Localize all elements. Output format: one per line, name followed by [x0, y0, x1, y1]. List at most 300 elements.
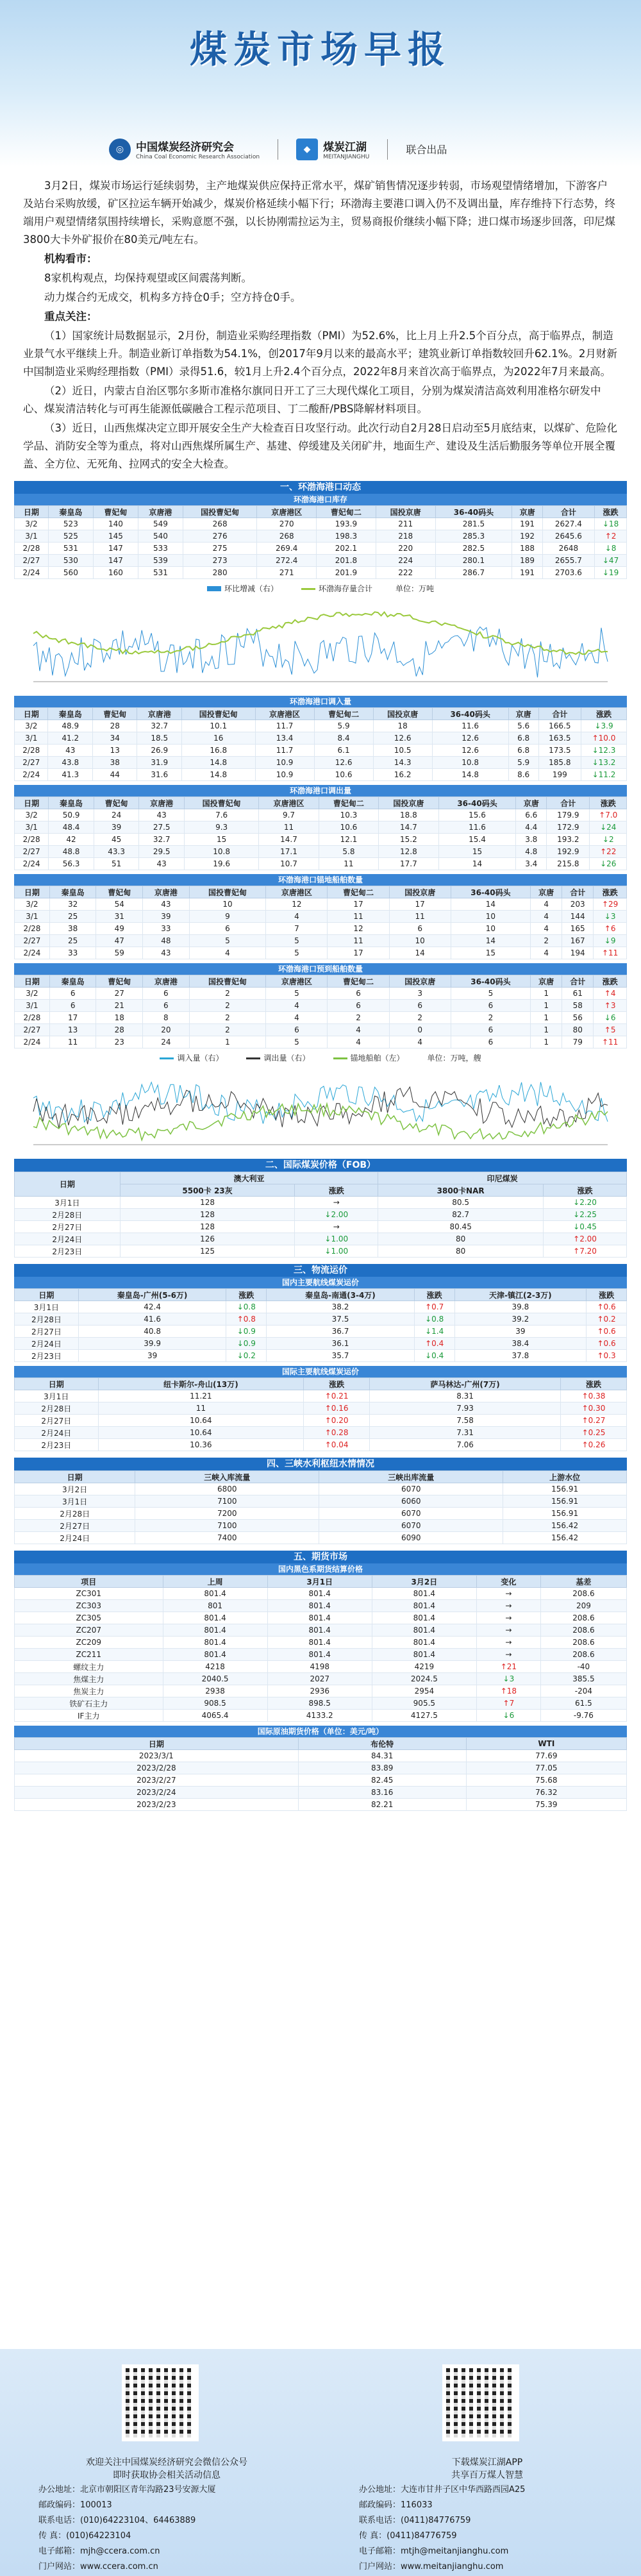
- table-cell: 10.6: [314, 769, 373, 781]
- table-cell: 165: [562, 923, 594, 935]
- black-futures-table: [14, 1575, 627, 1722]
- table-cell: 6070: [319, 1508, 503, 1520]
- table-cell: 11.7: [255, 720, 314, 732]
- table-cell: 172.9: [547, 821, 590, 834]
- table-cell: ↓2.20: [544, 1197, 627, 1209]
- table-cell: 208.6: [540, 1588, 626, 1600]
- table-cell: 43.8: [48, 757, 93, 769]
- table-cell: 82.7: [378, 1209, 544, 1221]
- table-cell: 9.3: [184, 821, 258, 834]
- table-cell: 4065.4: [163, 1710, 267, 1722]
- mtjh-logo: [296, 138, 369, 160]
- table-cell: 39: [143, 911, 190, 923]
- table-cell: 4: [531, 898, 562, 911]
- table-cell: ↑0.3: [587, 1350, 627, 1362]
- table-cell: 10: [451, 923, 530, 935]
- table-header: 日期: [15, 1738, 299, 1750]
- table-cell: 14.7: [379, 821, 438, 834]
- table-cell: ↓12.3: [581, 745, 627, 757]
- table-cell: 2/28: [15, 834, 49, 846]
- table-cell: 2月24日: [15, 1427, 99, 1439]
- table-cell: 531: [138, 567, 183, 579]
- table-cell: 18: [373, 720, 432, 732]
- table-cell: 801.4: [163, 1612, 267, 1624]
- table-cell: ↓0.9: [226, 1326, 267, 1338]
- table-cell: →: [476, 1612, 540, 1624]
- table-cell: 8.6: [508, 769, 538, 781]
- table-cell: 801.4: [372, 1600, 476, 1612]
- anchorage-ships-table-title: 环渤海港口锚地船舶数量: [14, 874, 627, 886]
- table-header: 京唐: [508, 708, 538, 720]
- table-cell: 525: [48, 530, 93, 543]
- table-cell: 2023/3/1: [15, 1750, 299, 1762]
- table-cell: 199: [538, 769, 581, 781]
- table-cell: 905.5: [372, 1697, 476, 1710]
- table-cell: 螺纹主力: [15, 1661, 163, 1673]
- table-cell: →: [476, 1649, 540, 1661]
- table-cell: 4: [328, 1036, 389, 1048]
- crude-oil-table: [14, 1737, 627, 1811]
- table-cell: 27.5: [139, 821, 185, 834]
- table-cell: 12: [266, 898, 328, 911]
- table-cell: 10: [451, 911, 530, 923]
- table-header: 天津-镇江(2-3万): [454, 1289, 587, 1301]
- legend-item-anchorage: 锚地船舶（左）: [333, 1052, 404, 1063]
- table-cell: 2/27: [15, 846, 49, 858]
- table-header: 3月1日: [267, 1576, 372, 1588]
- table-cell: 38: [92, 757, 137, 769]
- table-cell: 6.6: [516, 809, 547, 821]
- chart-legend: [14, 582, 627, 594]
- table-cell: 7100: [135, 1520, 319, 1532]
- table-cell: ZC305: [15, 1612, 163, 1624]
- table-cell: ↑2.00: [544, 1233, 627, 1245]
- table-header: 国投曹妃甸: [184, 797, 258, 809]
- table-cell: 1: [531, 988, 562, 1000]
- table-cell: ↑3: [594, 1000, 627, 1012]
- table-cell: 14.8: [432, 769, 508, 781]
- table-cell: 270: [257, 518, 317, 530]
- table-cell: 209: [540, 1600, 626, 1612]
- table-cell: 189: [512, 555, 542, 567]
- table-cell: 39: [94, 821, 139, 834]
- table-cell: 10: [389, 935, 451, 947]
- table-header: 京唐港区: [266, 975, 328, 988]
- table-cell: ↓2.00: [295, 1209, 378, 1221]
- table-cell: 6090: [319, 1532, 503, 1544]
- table-cell: 10.64: [98, 1415, 304, 1427]
- table-cell: 1: [531, 1000, 562, 1012]
- table-cell: 281.5: [435, 518, 512, 530]
- table-cell: 2月24日: [15, 1338, 79, 1350]
- table-cell: 84.31: [298, 1750, 466, 1762]
- table-cell: ↑6: [594, 923, 627, 935]
- table-cell: 3/1: [15, 732, 48, 745]
- table-cell: 13: [92, 745, 137, 757]
- table-cell: 43: [139, 858, 185, 870]
- table-cell: 4: [266, 911, 328, 923]
- table-header: 国投曹妃甸: [181, 708, 255, 720]
- table-cell: 37.5: [267, 1313, 415, 1326]
- table-cell: 27: [96, 988, 143, 1000]
- table-cell: 192.9: [547, 846, 590, 858]
- table-cell: 38.2: [267, 1301, 415, 1313]
- table-header: 曹妃甸二: [317, 506, 376, 518]
- table-header: 布伦特: [298, 1738, 466, 1750]
- table-cell: 224: [376, 555, 435, 567]
- table-cell: 4.8: [516, 846, 547, 858]
- table-cell: 523: [48, 518, 93, 530]
- table-cell: 14: [389, 947, 451, 959]
- table-header: 秦皇岛: [49, 975, 96, 988]
- table-cell: 18: [96, 1012, 143, 1024]
- port-inventory-table-title: 环渤海港口库存: [14, 494, 627, 505]
- table-cell: 15: [438, 846, 516, 858]
- table-cell: 6: [49, 1000, 96, 1012]
- table-cell: 194: [562, 947, 594, 959]
- table-cell: 2954: [372, 1685, 476, 1697]
- table-cell: 25: [49, 911, 96, 923]
- table-cell: 208.6: [540, 1649, 626, 1661]
- table-header: 京唐港区: [259, 797, 319, 809]
- table-cell: 6: [389, 923, 451, 935]
- table-cell: 3: [389, 988, 451, 1000]
- institutions-heading: 机构看市：: [44, 253, 97, 265]
- table-cell: 15: [451, 947, 530, 959]
- black-futures-table-title: 国内黑色系期货结算价格: [14, 1563, 627, 1575]
- table-cell: ↑2: [595, 530, 627, 543]
- table-cell: 5: [451, 988, 530, 1000]
- table-cell: 33: [49, 947, 96, 959]
- table-cell: 147: [93, 555, 138, 567]
- ccera-qr-code[interactable]: [122, 2364, 199, 2441]
- table-cell: 17: [328, 898, 389, 911]
- table-cell: 80: [378, 1245, 544, 1258]
- table-cell: 42.4: [78, 1301, 226, 1313]
- port-inventory-chart: [14, 582, 627, 693]
- table-row: [15, 935, 627, 947]
- table-cell: ↑0.4: [414, 1338, 454, 1350]
- table-cell: 50.9: [49, 809, 94, 821]
- table-header: 京唐港: [138, 506, 183, 518]
- table-cell: 31.9: [137, 757, 182, 769]
- table-cell: 128: [120, 1209, 295, 1221]
- table-cell: 268: [183, 518, 256, 530]
- table-cell: 203: [562, 898, 594, 911]
- table-cell: 6: [389, 1000, 451, 1012]
- table-cell: 61.5: [540, 1697, 626, 1710]
- table-cell: 2/27: [15, 555, 49, 567]
- table-cell: 10.9: [255, 769, 314, 781]
- table-cell: 5.9: [508, 757, 538, 769]
- table-row: [15, 1390, 627, 1402]
- expected-ships-table-title: 环渤海港口预到船舶数量: [14, 963, 627, 975]
- table-cell: 273: [183, 555, 256, 567]
- table-header: 3月2日: [372, 1576, 476, 1588]
- table-cell: ↑18: [476, 1685, 540, 1697]
- table-cell: ↑29: [594, 898, 627, 911]
- table-row: [15, 1338, 627, 1350]
- table-cell: 21: [96, 1000, 143, 1012]
- series-outflow-line: [33, 1087, 608, 1128]
- table-cell: 126: [120, 1233, 295, 1245]
- table-cell: 211: [376, 518, 435, 530]
- table-cell: 56: [562, 1012, 594, 1024]
- table-cell: 24: [143, 1036, 190, 1048]
- col-date: 日期: [15, 1172, 121, 1197]
- table-header: 合计: [538, 708, 581, 720]
- table-cell: 7100: [135, 1495, 319, 1508]
- table-cell: 29.5: [139, 846, 185, 858]
- table-cell: 15.4: [438, 834, 516, 846]
- table-cell: 3.8: [516, 834, 547, 846]
- table-row: [15, 1685, 627, 1697]
- table-cell: 3月1日: [15, 1301, 79, 1313]
- table-cell: ↑0.27: [561, 1415, 627, 1427]
- table-cell: ↓3.9: [581, 720, 627, 732]
- table-cell: 272.4: [257, 555, 317, 567]
- table-cell: 2: [451, 1012, 530, 1024]
- table-cell: 28: [96, 1024, 143, 1036]
- table-cell: 9.7: [259, 809, 319, 821]
- table-row: [15, 1508, 627, 1520]
- table-header: 日期: [15, 1289, 79, 1301]
- table-cell: 6.1: [314, 745, 373, 757]
- table-header: 36-40码头: [432, 708, 508, 720]
- table-cell: 8: [143, 1012, 190, 1024]
- table-cell: 801.4: [163, 1649, 267, 1661]
- table-header: 曹妃甸二: [319, 797, 378, 809]
- table-cell: 13.4: [255, 732, 314, 745]
- table-cell: 7.93: [370, 1402, 561, 1415]
- table-row: [15, 1710, 627, 1722]
- table-cell: ZC209: [15, 1637, 163, 1649]
- table-cell: 6: [328, 988, 389, 1000]
- table-cell: 75.68: [466, 1774, 626, 1787]
- table-header: 日期: [15, 1471, 135, 1483]
- table-cell: 焦煤主力: [15, 1673, 163, 1685]
- table-cell: 1: [531, 1036, 562, 1048]
- table-cell: ↓0.45: [544, 1221, 627, 1233]
- table-cell: 14.8: [181, 769, 255, 781]
- table-cell: 801.4: [267, 1637, 372, 1649]
- table-cell: 39.9: [78, 1338, 226, 1350]
- table-cell: ↓13.2: [581, 757, 627, 769]
- series-change-line: [33, 627, 608, 678]
- section-intl-price-title: 二、国际煤炭价格（FOB）: [14, 1159, 627, 1172]
- table-cell: 147: [93, 543, 138, 555]
- table-header: 曹妃甸: [96, 886, 143, 898]
- table-cell: ↓1.4: [414, 1326, 454, 1338]
- table-cell: 173.5: [538, 745, 581, 757]
- table-cell: 5: [266, 935, 328, 947]
- table-cell: 166.5: [538, 720, 581, 732]
- table-cell: 801.4: [163, 1637, 267, 1649]
- table-cell: 44: [92, 769, 137, 781]
- table-header: 国投京唐: [389, 886, 451, 898]
- table-cell: ↑0.28: [304, 1427, 370, 1439]
- table-row: [15, 1012, 627, 1024]
- table-cell: 801.4: [372, 1649, 476, 1661]
- table-cell: ↑7.20: [544, 1245, 627, 1258]
- table-cell: 82.21: [298, 1799, 466, 1811]
- table-cell: 11.6: [438, 821, 516, 834]
- table-cell: 11: [259, 821, 319, 834]
- table-cell: 7.31: [370, 1427, 561, 1439]
- table-header: 京唐港区: [255, 708, 314, 720]
- table-cell: ↑0.8: [226, 1313, 267, 1326]
- table-cell: ↑22: [590, 846, 627, 858]
- table-cell: 39: [454, 1326, 587, 1338]
- table-row: [15, 1402, 627, 1415]
- table-cell: 2/28: [15, 1012, 50, 1024]
- table-cell: 2/27: [15, 757, 48, 769]
- table-cell: 4: [531, 911, 562, 923]
- table-row: [15, 898, 627, 911]
- table-cell: ↑0.6: [587, 1338, 627, 1350]
- table-cell: 11: [328, 911, 389, 923]
- table-row: [15, 555, 627, 567]
- table-row: [15, 1313, 627, 1326]
- table-cell: 5: [266, 988, 328, 1000]
- table-cell: 2月23日: [15, 1439, 99, 1451]
- table-cell: 18.8: [379, 809, 438, 821]
- table-cell: 2/28: [15, 745, 48, 757]
- port-inflow-table-title: 环渤海港口调入量: [14, 696, 627, 707]
- table-cell: ↑0.20: [304, 1415, 370, 1427]
- table-cell: 42: [49, 834, 94, 846]
- table-cell: 2/27: [15, 935, 50, 947]
- table-row: [15, 1197, 627, 1209]
- table-cell: 16.2: [373, 769, 432, 781]
- table-cell: 201.9: [317, 567, 376, 579]
- table-cell: 1: [531, 1012, 562, 1024]
- table-header: 日期: [15, 506, 49, 518]
- table-cell: 156.91: [503, 1508, 627, 1520]
- table-row: [15, 1624, 627, 1637]
- table-header: 涨跌: [587, 1289, 627, 1301]
- table-cell: 12.1: [319, 834, 378, 846]
- table-cell: 41.2: [48, 732, 93, 745]
- table-header: 京唐港: [143, 886, 190, 898]
- table-cell: 14.8: [181, 757, 255, 769]
- table-cell: 128: [120, 1221, 295, 1233]
- table-row: [15, 1036, 627, 1048]
- table-cell: 34: [92, 732, 137, 745]
- table-cell: ↑11: [594, 1036, 627, 1048]
- section-freight-title: 三、物流运价: [14, 1264, 627, 1277]
- table-row: [15, 834, 627, 846]
- table-cell: ↓2: [590, 834, 627, 846]
- table-cell: 193.2: [547, 834, 590, 846]
- table-cell: 2/24: [15, 769, 48, 781]
- table-cell: 3/2: [15, 988, 50, 1000]
- table-header: 京唐: [531, 886, 562, 898]
- table-cell: 3月1日: [15, 1197, 121, 1209]
- table-row: [15, 1612, 627, 1624]
- table-cell: 6060: [319, 1495, 503, 1508]
- table-cell: 549: [138, 518, 183, 530]
- table-cell: ↓3: [594, 911, 627, 923]
- table-row: [15, 1673, 627, 1685]
- table-cell: 801.4: [267, 1612, 372, 1624]
- flow-chart-svg: [14, 1064, 627, 1154]
- table-cell: 61: [562, 988, 594, 1000]
- table-header: 涨跌: [595, 506, 627, 518]
- table-cell: ↓0.9: [226, 1338, 267, 1350]
- mtjh-contact: 办公地址：大连市甘井子区中华西路西园A25 邮政编码：116033 联系电话：(0411)84776759 传 真：(0411)84776759 电子邮箱：mtjh@meitanjianghu.com 门户网站：www.meitanjianghu.com: [359, 2485, 526, 2572]
- table-cell: 2月27日: [15, 1221, 121, 1233]
- table-cell: 6800: [135, 1483, 319, 1495]
- publisher-logos: [109, 138, 447, 160]
- inventory-chart-svg: [14, 594, 627, 691]
- table-row: [15, 1301, 627, 1313]
- table-cell: 32: [49, 898, 96, 911]
- table-cell: 4198: [267, 1661, 372, 1673]
- table-cell: 17.7: [379, 858, 438, 870]
- table-cell: 82.45: [298, 1774, 466, 1787]
- table-header: 曹妃甸: [96, 975, 143, 988]
- ccera-contact: 办公地址：北京市朝阳区青年沟路23号安源大厦 邮政编码：100013 联系电话：(010)64223104、64463889 传 真：(010)64223104 电子邮箱：mjh@ccera.com.cn 门户网站：www.ccera.com.cn: [38, 2485, 216, 2572]
- table-cell: 33: [143, 923, 190, 935]
- table-cell: 14.7: [259, 834, 319, 846]
- legend-item-change: 环比增减（右）: [207, 583, 278, 594]
- key-focus-2: （2）近日，内蒙古自治区鄂尔多斯市准格尔旗同日开工了三大现代煤化工项目，分别为煤炭清洁高效利用准格尔研发中心、煤炭清洁转化与可再生能源低碳融合工程示范项目、丁二酸酐/PBS降解材料项目。: [23, 385, 601, 415]
- table-cell: 2月27日: [15, 1326, 79, 1338]
- col-au-change: 涨跌: [295, 1184, 378, 1197]
- table-row: [15, 1697, 627, 1710]
- table-header: 涨跌: [414, 1289, 454, 1301]
- market-summary: [0, 167, 641, 481]
- table-cell: 128: [120, 1197, 295, 1209]
- table-cell: 4127.5: [372, 1710, 476, 1722]
- col-id-price: 3800卡NAR: [378, 1184, 544, 1197]
- table-cell: →: [295, 1197, 378, 1209]
- table-cell: 276: [183, 530, 256, 543]
- table-row: [15, 1600, 627, 1612]
- table-cell: 48.9: [48, 720, 93, 732]
- table-cell: 140: [93, 518, 138, 530]
- domestic-freight-table-title: 国内主要航线煤炭运价: [14, 1277, 627, 1288]
- intl-freight-table: [14, 1377, 627, 1451]
- mtjh-emblem-icon: ◆: [296, 139, 318, 160]
- table-row: [15, 1637, 627, 1649]
- table-cell: 58: [562, 1000, 594, 1012]
- table-row: [15, 1520, 627, 1532]
- table-cell: 6: [451, 1024, 530, 1036]
- table-row: [15, 1209, 627, 1221]
- table-cell: 48.8: [49, 846, 94, 858]
- table-cell: 12.6: [314, 757, 373, 769]
- report-title: 煤炭市场早报: [189, 28, 451, 71]
- table-cell: 38.4: [454, 1338, 587, 1350]
- table-row: [15, 530, 627, 543]
- table-header: 国投曹妃甸: [189, 886, 266, 898]
- table-row: [15, 1661, 627, 1673]
- table-cell: 2023/2/23: [15, 1799, 299, 1811]
- table-row: [15, 1799, 627, 1811]
- mtjh-qr-code[interactable]: [442, 2364, 519, 2441]
- table-cell: 80: [378, 1233, 544, 1245]
- table-header: 京唐: [512, 506, 542, 518]
- institutions-line-2: 动力煤合约无成交，机构多方持仓0手；空方持仓0手。: [44, 291, 301, 303]
- table-cell: 6: [328, 1000, 389, 1012]
- table-cell: 4133.2: [267, 1710, 372, 1722]
- table-cell: 801: [163, 1600, 267, 1612]
- table-cell: ↓18: [595, 518, 627, 530]
- table-cell: 10.7: [259, 858, 319, 870]
- table-cell: 156.42: [503, 1520, 627, 1532]
